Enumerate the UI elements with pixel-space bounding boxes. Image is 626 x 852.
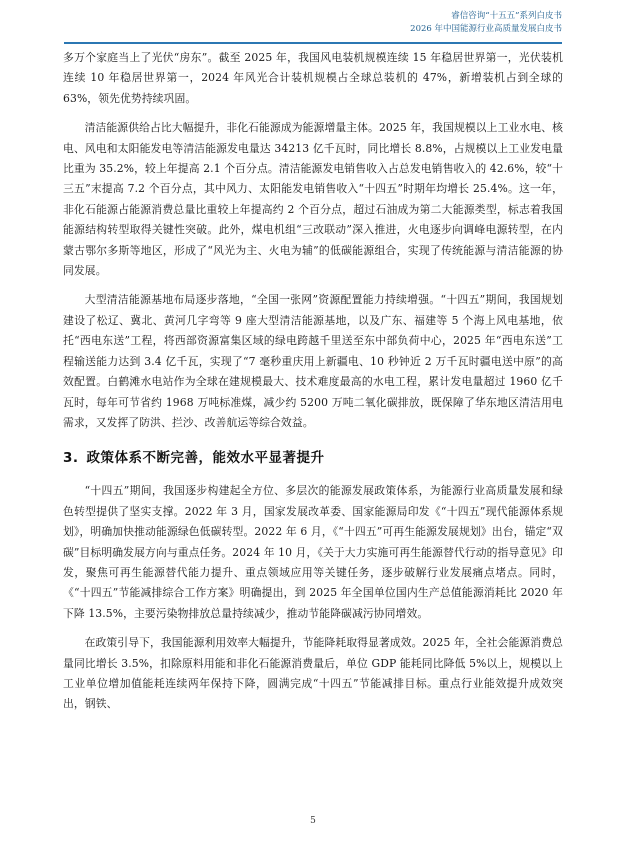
section-number: 3. bbox=[63, 450, 79, 467]
paragraph-energy-efficiency: 在政策引导下，我国能源利用效率大幅提升，节能降耗取得显著成效。2025 年，全社会能源消费总量同比增长 3.5%，扣除原料用能和非化石能源消费量后，单位 GDP 能耗同比降低 5%以上，规模以上工业单位增加值能耗连续两年保持下降，圆满完成“十四五”节能减排目标。重点行业能效提升成效突出，钢铁、 bbox=[63, 636, 563, 711]
section-title: 政策体系不断完善，能效水平显著提升 bbox=[86, 450, 325, 467]
paragraph-policy-system: “十四五”期间，我国逐步构建起全方位、多层次的能源发展政策体系，为能源行业高质量发展和绿色转型提供了坚实支撑。2022 年 3 月，国家发展改革委、国家能源局印发《“十四五”现代能源体系规划》，明确加快推动能源绿色低碳转型。2022 年 6 月，《“十四五”可再生能源发展规划》出台，锚定“双碳”目标明确发展方向与重点任务。2024 年 10 月，《关于大力实施可再生能源替代行动的指导意见》印发，聚焦可再生能源替代能力提升、重点领域应用等关键任务，逐步破解行业发展痛点堵点。同时，《“十四五”节能减排综合工作方案》明确提出，到 2025 年全国单位国内生产总值能源消耗比 2020 年下降 13.5%，主要污染物排放总量持续减少，推动节能降碳减污协同增效。 bbox=[63, 484, 563, 620]
page-body bbox=[63, 48, 563, 724]
paragraph-clean-energy-bases: 大型清洁能源基地布局逐步落地，“全国一张网”资源配置能力持续增强。“十四五”期间，我国规划建设了松辽、冀北、黄河几字弯等 9 座大型清洁能源基地，以及广东、福建等 5 个海上风电基地，依托“西电东送”工程，将西部资源富集区域的绿电跨越千里送至东中部负荷中心，2025 年“西电东送”工程输送能力达到 3.4 亿千瓦，实现了“7 毫秒重庆用上新疆电、10 秒钟近 2 万千瓦时疆电送中原”的高效配置。白鹤滩水电站作为全球在建规模最大、技术难度最高的水电工程，累计发电量超过 1960 亿千瓦时，每年可节省约 1968 万吨标准煤，减少约 5200 万吨二氧化碳排放，既保障了华东地区清洁用电需求，又发挥了防洪、拦沙、改善航运等综合效益。 bbox=[63, 293, 563, 429]
header-divider bbox=[64, 42, 562, 44]
page-number: 5 bbox=[310, 816, 316, 826]
header-report-title: 2026 年中国能源行业高质量发展白皮书 bbox=[410, 24, 562, 34]
page-header bbox=[410, 10, 562, 36]
paragraph-clean-energy-supply: 清洁能源供给占比大幅提升，非化石能源成为能源增量主体。2025 年，我国规模以上工业水电、核电、风电和太阳能发电等清洁能源发电量达 34213 亿千瓦时，同比增长 8.8%，占规模以上工业发电量比重为 35.2%，较上年提高 2.1 个百分点。清洁能源发电销售收入占总发电销售收入的 42.6%，较“十三五”末提高 7.2 个百分点，其中风力、太阳能发电销售收入“十四五”时期年均增长 25.4%。这一年，非化石能源占能源消费总量比重较上年提高约 2 个百分点，超过石油成为第二大能源类型，标志着我国能源结构转型取得关键性突破。此外，煤电机组“三改联动”深入推进，火电逐步向调峰电源转型，在内蒙古鄂尔多斯等地区，形成了“风光为主、火电为辅”的低碳能源组合，实现了传统能源与清洁能源的协同发展。 bbox=[63, 121, 563, 278]
paragraph-continuation: 多万个家庭当上了光伏“房东”。截至 2025 年，我国风电装机规模连续 15 年稳居世界第一，光伏装机连续 10 年稳居世界第一，2024 年风光合计装机规模占全球总装机的 47%，新增装机占到全球的 63%，领先优势持续巩固。 bbox=[63, 51, 563, 105]
section-heading bbox=[63, 447, 563, 469]
header-series-title: 睿信咨询“十五五”系列白皮书 bbox=[451, 11, 562, 21]
